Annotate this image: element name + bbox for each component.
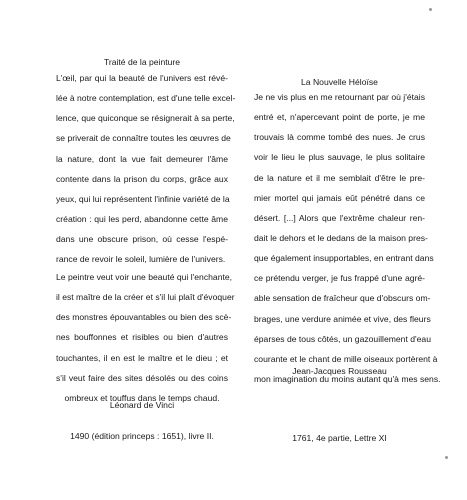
text-line: éparses de tous côtés, un gazouillement d'eau xyxy=(254,333,431,344)
text-line: ce prétendu verger, je fus frappé d'une agré- xyxy=(254,273,425,284)
left-footer: 1490 (édition princeps : 1651), livre II. xyxy=(70,431,214,441)
text-line: Je ne vis plus en me retournant par où j'étais xyxy=(254,92,425,102)
text-line: Le peintre veut voir une beauté qui l'enchante, xyxy=(56,272,233,282)
left-paragraph-1 xyxy=(56,68,236,269)
text-line: dait le dehors et le dedans de la maison pres- xyxy=(254,232,428,243)
right-author: Jean-Jacques Rousseau xyxy=(292,366,387,376)
text-line: désert. [...] Alors que l'extrême chaleur ren- xyxy=(254,212,425,223)
scan-speck xyxy=(445,456,448,459)
text-line: touchantes, il en est le maître et le dieu ; et xyxy=(56,352,228,363)
scan-speck xyxy=(429,8,432,11)
right-paragraph xyxy=(254,87,441,389)
text-line: contente dans la prison du corps, grâce aux xyxy=(56,173,228,184)
text-line: yeux, qui lui représentent l'infinie variété de la xyxy=(56,193,230,204)
text-line: nes bouffonnes et risibles ou bien d'autres xyxy=(56,332,228,343)
text-line: lence, que quiconque se résignerait à sa perte, xyxy=(56,113,235,124)
text-line: brages, une verdure animée et vive, des fleurs xyxy=(254,313,431,324)
text-line: il est maître de la créer et s'il lui plaît d'évoquer xyxy=(56,292,235,303)
text-line: création : qui les perd, abandonne cette âme xyxy=(56,213,228,224)
text-line: trouvais là comme tombé des nues. Je crus xyxy=(254,132,425,143)
text-line: s'il veut faire des sites désolés ou des coins xyxy=(56,372,228,383)
text-line: able sensation de fraîcheur que d'obscurs om- xyxy=(254,293,431,304)
text-line: rance de revoir le soleil, lumière de l'univers. xyxy=(56,254,226,265)
text-line: des monstres épouvantables ou bien des scè- xyxy=(56,312,232,323)
text-line: dans une obscure prison, où cesse l'espé- xyxy=(56,234,228,245)
text-line: courante et le chant de mille oiseaux portèrent à xyxy=(254,353,438,364)
left-paragraph-2 xyxy=(56,267,235,408)
text-line: mon imagination du moins autant qu'à mes sens. xyxy=(254,373,441,384)
text-line: que également insupportables, en entrant dans xyxy=(254,253,434,264)
right-title: La Nouvelle Héloïse xyxy=(301,77,378,87)
text-line: de la nature et il me semblait d'être le pre- xyxy=(254,172,425,183)
text-line: mier mortel qui jamais eût pénétré dans ce xyxy=(254,192,425,203)
text-line: ombreux et touffus dans le temps chaud. xyxy=(64,392,220,403)
left-title: Traité de la peinture xyxy=(103,57,181,67)
left-author: Léonard de Vinci xyxy=(109,400,175,410)
left-column xyxy=(56,56,228,68)
right-footer: 1761, 4e partie, Lettre XI xyxy=(292,433,387,443)
text-line: voir le lieu le plus sauvage, le plus solitaire xyxy=(254,152,425,163)
text-line: lée à notre contemplation, est d'une telle excel- xyxy=(56,93,236,104)
text-line: L'œil, par qui la beauté de l'univers est révé- xyxy=(56,73,228,83)
text-line: se priverait de connaître toutes les œuvres de xyxy=(56,133,231,144)
text-line: entré et, n'apercevant point de porte, je me xyxy=(254,112,425,123)
text-line: la nature, dont la vue fait demeurer l'âme xyxy=(56,153,228,164)
